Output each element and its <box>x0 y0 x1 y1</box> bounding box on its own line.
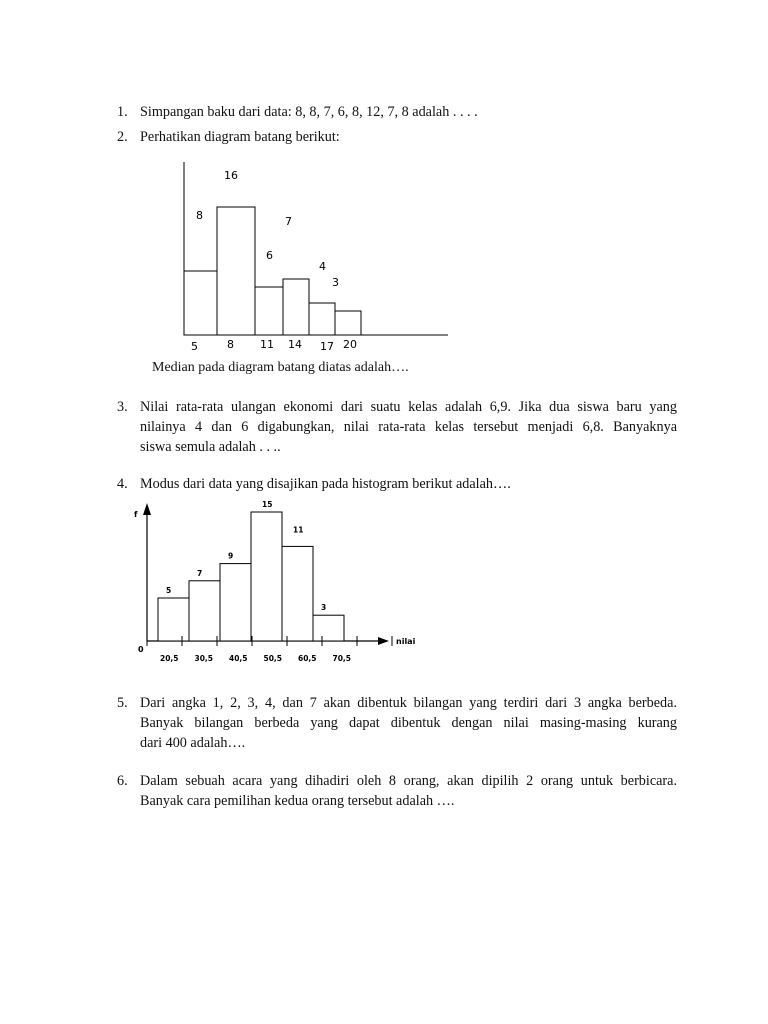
x-tick-label: 70,5 <box>332 654 352 663</box>
question-text: Perhatikan diagram batang berikut: <box>140 129 340 145</box>
histogram-bar <box>158 598 189 641</box>
bar-17 <box>309 303 335 335</box>
question-5 <box>117 693 677 753</box>
question-text: Simpangan baku dari data: 8, 8, 7, 6, 8, 12, 7, 8 adalah . . . . <box>140 104 478 120</box>
x-tick-label: 14 <box>288 338 302 351</box>
bar-5 <box>184 271 217 335</box>
question-text-line: Banyak bilangan berbeda yang dapat dibentuk dengan nilai masing-masing kurang <box>140 715 677 731</box>
bar-chart-median <box>150 150 470 360</box>
bar-value-label: 7 <box>197 568 203 578</box>
question-number: 2. <box>117 129 128 145</box>
question-text-line: Nilai rata-rata ulangan ekonomi dari suatu kelas adalah 6,9. Jika dua siswa baru yang <box>140 399 677 415</box>
bar-20 <box>335 311 361 335</box>
histogram-bar <box>251 512 282 641</box>
bar-value-label: 8 <box>196 209 203 222</box>
question-6 <box>117 771 677 811</box>
x-tick-label: 11 <box>260 338 274 351</box>
origin-label: 0 <box>138 645 144 654</box>
histogram-bar <box>282 546 313 641</box>
question-text: Modus dari data yang disajikan pada histogram berikut adalah…. <box>140 476 511 492</box>
bar-8 <box>217 207 255 335</box>
question-number: 4. <box>117 476 128 492</box>
question-text-line: dari 400 adalah…. <box>140 735 246 751</box>
bar-value-label: 15 <box>262 500 273 509</box>
histogram-bar <box>313 615 344 641</box>
q2-caption: Median pada diagram batang diatas adalah…. <box>152 360 409 375</box>
question-text-line: nilainya 4 dan 6 digabungkan, nilai rata-rata kelas tersebut menjadi 6,8. Banyaknya <box>140 419 677 435</box>
question-number: 6. <box>117 773 128 789</box>
question-4 <box>117 474 677 494</box>
x-tick-label: 60,5 <box>298 654 317 663</box>
x-tick-label: 5 <box>191 340 198 353</box>
histogram-modus <box>130 495 430 670</box>
question-text-line: Dari angka 1, 2, 3, 4, dan 7 akan dibentuk bilangan yang terdiri dari 3 angka berbeda. <box>140 695 677 711</box>
question-number: 1. <box>117 104 128 120</box>
question-2 <box>117 127 677 147</box>
y-axis-arrow <box>143 503 151 515</box>
x-tick-label: 20,5 <box>160 654 179 663</box>
bar-value-label: 3 <box>321 603 327 613</box>
x-tick-label: 30,5 <box>194 654 214 663</box>
bar-value-label: 7 <box>285 215 292 228</box>
x-tick-label: 20 <box>343 338 357 351</box>
bar-value-label: 5 <box>166 586 172 595</box>
question-text-line: siswa semula adalah . . .. <box>140 439 281 455</box>
bar-value-label: 6 <box>266 249 273 262</box>
y-axis-label: f <box>134 510 138 519</box>
x-axis-arrow <box>378 637 389 645</box>
bar-14 <box>283 279 309 335</box>
bar-value-label: 16 <box>224 169 238 182</box>
bar-value-label: 11 <box>293 525 304 535</box>
bar-11 <box>255 287 283 335</box>
question-text-line: Banyak cara pemilihan kedua orang tersebut adalah …. <box>140 793 455 809</box>
bar-value-label: 4 <box>319 260 326 273</box>
x-tick-label: 50,5 <box>263 654 283 663</box>
x-axis-label: nilai <box>396 637 416 646</box>
x-tick-label: 40,5 <box>229 654 248 663</box>
histogram-bar <box>189 581 220 641</box>
question-number: 5. <box>117 695 128 711</box>
question-1 <box>117 102 677 122</box>
bar-value-label: 9 <box>228 551 234 561</box>
question-text-line: Dalam sebuah acara yang dihadiri oleh 8 orang, akan dipilih 2 orang untuk berbicara. <box>140 773 677 789</box>
x-tick-label: 8 <box>227 338 234 351</box>
question-number: 3. <box>117 399 128 415</box>
x-tick-label: 17 <box>320 340 334 353</box>
bar-value-label: 3 <box>332 276 339 289</box>
histogram-bar <box>220 564 251 641</box>
question-3 <box>117 397 677 457</box>
